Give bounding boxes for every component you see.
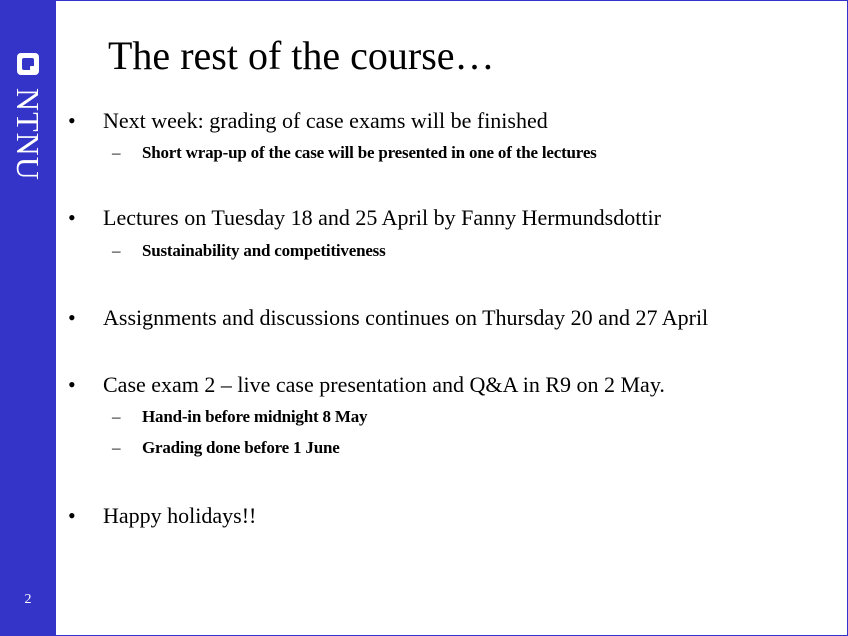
dash-icon: –: [112, 407, 121, 426]
sub-bullet-text: Grading done before 1 June: [142, 438, 340, 457]
bullet-icon: •: [68, 503, 76, 528]
bullet-icon: •: [68, 205, 76, 230]
bullet-text: Lectures on Tuesday 18 and 25 April by Fanny Hermundsdottir: [103, 205, 661, 230]
bullet-item: [68, 374, 665, 396]
sub-bullet-item: [112, 242, 386, 259]
sub-bullet-item: [112, 439, 340, 456]
sidebar: [0, 0, 56, 636]
sub-bullet-text: Short wrap-up of the case will be presented in one of the lectures: [142, 143, 597, 162]
dash-icon: –: [112, 438, 121, 457]
logo-text: NTNU: [10, 88, 46, 181]
dash-icon: –: [112, 241, 121, 260]
bullet-text: Case exam 2 – live case presentation and Q&A in R9 on 2 May.: [103, 372, 665, 397]
bullet-item: [68, 307, 708, 329]
sub-bullet-text: Hand-in before midnight 8 May: [142, 407, 368, 426]
page-number: 2: [24, 592, 32, 607]
bullet-text: Next week: grading of case exams will be finished: [103, 108, 548, 133]
ntnu-logo-icon: [17, 53, 39, 75]
bullet-item: [68, 207, 661, 229]
slide-title: The rest of the course…: [108, 33, 495, 78]
bullet-icon: •: [68, 108, 76, 133]
bullet-icon: •: [68, 305, 76, 330]
bullet-icon: •: [68, 372, 76, 397]
bullet-text: Happy holidays!!: [103, 503, 257, 528]
sub-bullet-item: [112, 408, 367, 425]
dash-icon: –: [112, 143, 121, 162]
bullet-item: [68, 505, 256, 527]
bullet-text: Assignments and discussions continues on Thursday 20 and 27 April: [103, 305, 709, 330]
sub-bullet-item: [112, 144, 597, 161]
sub-bullet-text: Sustainability and competitiveness: [142, 241, 386, 260]
bullet-item: [68, 110, 548, 132]
